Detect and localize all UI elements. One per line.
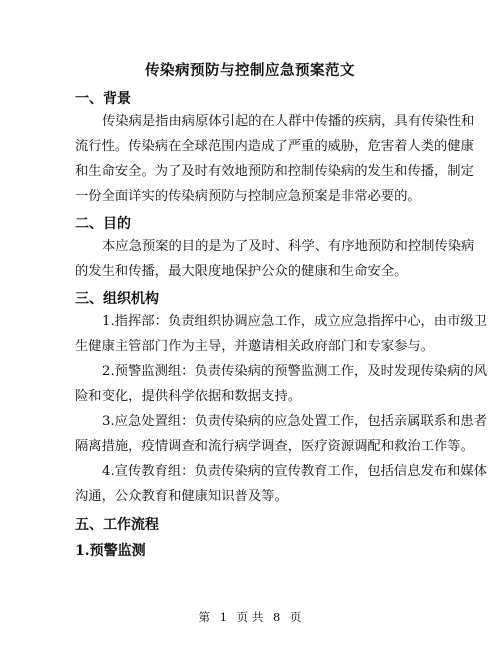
footer-suffix: 页: [289, 610, 302, 624]
org-item-line: 隔离措施，疫情调查和流行病学调查，医疗资源调配和救治工作等。: [75, 439, 474, 454]
section-heading-background: 一、背景: [75, 91, 131, 107]
section-heading-purpose: 二、目的: [75, 216, 131, 232]
paragraph-line: 本应急预案的目的是为了及时、科学、有序地预防和控制传染病: [102, 239, 475, 254]
org-item-line: 沟通，公众教育和健康知识普及等。: [75, 489, 288, 504]
paragraph-line: 的发生和传播，最大限度地保护公众的健康和生命安全。: [75, 264, 408, 279]
org-item-line: 3.应急处置组：负责传染病的应急处置工作，包括亲属联系和患者: [102, 414, 487, 429]
org-item-line: 险和变化，提供科学依据和数据支持。: [75, 389, 302, 404]
footer-prefix: 第: [198, 610, 211, 624]
org-item-line: 4.宣传教育组：负责传染病的宣传教育工作，包括信息发布和媒体: [102, 464, 487, 479]
paragraph-line: 传染病是指由病原体引起的在人群中传播的疾病，具有传染性和: [102, 114, 475, 129]
section-heading-workflow: 五、工作流程: [75, 517, 159, 533]
paragraph-line: 和生命安全。为了及时有效地预防和控制传染病的发生和传播，制定: [75, 164, 474, 179]
footer-total-pages: 8: [272, 610, 281, 624]
document-title: 传染病预防与控制应急预案范文: [145, 62, 355, 79]
footer-page-number: 1: [219, 610, 228, 624]
org-item-line: 2.预警监测组：负责传染病的预警监测工作，及时发现传染病的风: [102, 364, 487, 379]
section-heading-organization: 三、组织机构: [75, 291, 159, 307]
paragraph-line: 一份全面详实的传染病预防与控制应急预案是非常必要的。: [75, 189, 421, 204]
paragraph-line: 流行性。传染病在全球范围内造成了严重的威胁，危害着人类的健康: [75, 139, 474, 154]
org-item-line: 生健康主管部门作为主导，并邀请相关政府部门和专家参与。: [75, 339, 435, 354]
subheading-early-warning: 1.预警监测: [75, 543, 146, 559]
footer-middle: 页 共: [236, 610, 264, 624]
page-footer: [0, 609, 500, 625]
org-item-line: 1.指挥部：负责组织协调应急工作，成立应急指挥中心，由市级卫: [102, 314, 487, 329]
